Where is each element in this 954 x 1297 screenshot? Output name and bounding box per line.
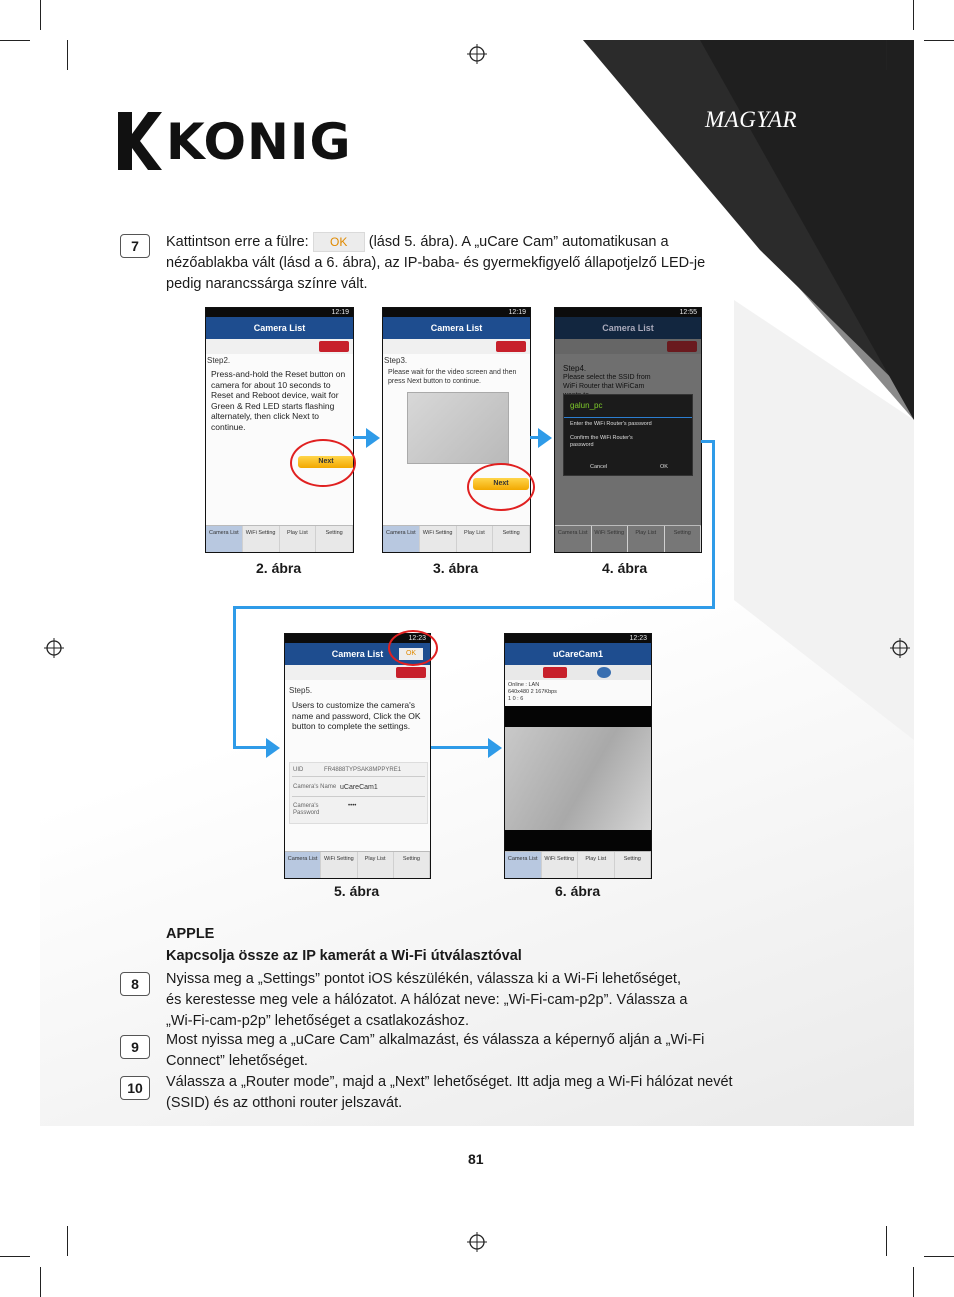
app-title-bar: Camera List xyxy=(555,317,701,339)
figure-caption: 3. ábra xyxy=(433,560,479,576)
speaker-icon xyxy=(597,667,611,678)
step-number: 10 xyxy=(120,1076,150,1100)
dialog-password-hint: Enter the WiFi Router's password xyxy=(570,421,652,427)
status-time: 12:19 xyxy=(508,309,526,316)
nav-wifi-setting: WiFi Setting xyxy=(321,852,357,878)
field-divider xyxy=(292,776,425,777)
step-label: Step2. xyxy=(207,356,231,365)
connector-line xyxy=(233,746,269,749)
next-button: Next xyxy=(473,478,529,490)
screen-content xyxy=(555,354,701,526)
video-bottom-black xyxy=(505,830,651,852)
step9-line1: Most nyissa meg a „uCare Cam” alkalmazást, és válassza a képernyő alján a „Wi-Fi xyxy=(166,1032,705,1048)
highlight-ring xyxy=(388,630,438,666)
konig-logo-mark-icon xyxy=(118,112,162,170)
status-time: 12:55 xyxy=(679,309,697,316)
crop-mark xyxy=(924,1256,954,1257)
status-time: 12:19 xyxy=(331,309,349,316)
registration-mark-icon xyxy=(467,1232,487,1252)
screenshot-fig3 xyxy=(382,307,531,553)
registration-mark-icon xyxy=(44,638,64,658)
info-button xyxy=(667,341,697,352)
camera-name-label: Camera's Name xyxy=(293,784,337,790)
step9-line2: Connect” lehetőséget. xyxy=(166,1053,308,1069)
nav-play-list: Play List xyxy=(578,852,615,878)
instruction-text: Press-and-hold the Reset button on camera for about 10 seconds to Reset and Reboot device, wait for Green & Red LED starts flashing alternately, then click Next to continue. xyxy=(211,369,346,432)
status-line-2: 640x480 2 167Kbps xyxy=(508,689,557,695)
app-title-bar: uCareCam1 xyxy=(505,643,651,665)
bottom-nav xyxy=(383,525,530,552)
info-button xyxy=(319,341,349,352)
connector-arrow-icon xyxy=(266,738,280,758)
step10-line2: (SSID) és az otthoni router jelszavát. xyxy=(166,1095,403,1111)
uid-value: FR4888TYPSAK8MPPYRE1 xyxy=(324,767,402,773)
step-number: 8 xyxy=(120,972,150,996)
nav-play-list: Play List xyxy=(628,526,665,552)
connector-arrow-icon xyxy=(488,738,502,758)
video-preview xyxy=(407,392,509,464)
nav-camera-list: Camera List xyxy=(206,526,243,552)
step8-line3: „Wi-Fi-cam-p2p” lehetőséget a csatlakozáshoz. xyxy=(166,1013,470,1029)
action-strip xyxy=(505,665,651,680)
page-number: 81 xyxy=(468,1151,484,1167)
action-strip xyxy=(555,339,701,355)
bottom-nav xyxy=(206,525,353,552)
brand-wordmark: KONIG xyxy=(166,113,352,171)
crop-mark xyxy=(40,0,41,30)
crop-mark xyxy=(924,40,954,41)
camera-password-label: Camera's Password xyxy=(293,803,320,816)
nav-wifi-setting: WiFi Setting xyxy=(542,852,579,878)
info-button xyxy=(496,341,526,352)
instruction-text: Please select the SSID from WiFi Router that WiFiCam xyxy=(563,374,651,390)
figure-caption: 5. ábra xyxy=(334,883,380,899)
nav-wifi-setting: WiFi Setting xyxy=(420,526,457,552)
dialog-confirm-hint: Confirm the WiFi Router's password xyxy=(570,435,633,448)
nav-setting: Setting xyxy=(394,852,430,878)
step9-text xyxy=(166,1030,786,1072)
figure-caption: 6. ábra xyxy=(555,883,601,899)
info-button xyxy=(396,667,426,678)
instruction-text: Please wait for the video screen and then press Next button to continue. xyxy=(388,369,517,385)
nav-setting: Setting xyxy=(665,526,702,552)
ok-chip: OK xyxy=(313,232,365,252)
dialog-ok-button: OK xyxy=(660,464,668,470)
language-label: MAGYAR xyxy=(705,107,798,132)
status-bar xyxy=(505,634,651,643)
crop-mark xyxy=(886,40,887,70)
registration-mark-icon xyxy=(890,638,910,658)
bottom-nav xyxy=(285,851,430,878)
instruction-text: Users to customize the camera's name and password, Click the OK button to complete the settings. xyxy=(292,700,421,731)
app-title-bar: Camera List xyxy=(285,643,430,665)
step8-text xyxy=(166,969,786,1032)
connector-line xyxy=(233,606,236,749)
dialog-cancel-button: Cancel xyxy=(590,464,608,470)
camera-name-value: uCareCam1 xyxy=(340,784,378,791)
step7-line2: nézőablakba vált (lásd a 6. ábra), az IP-baba- és gyermekfigyelő állapotjelző LED-je xyxy=(166,255,706,271)
screenshot-fig2 xyxy=(205,307,354,553)
step7-text-after: (lásd 5. ábra). A „uCare Cam” automatikusan a xyxy=(368,234,669,250)
step-label: Step3. xyxy=(384,356,408,365)
uid-label: UID xyxy=(293,767,304,773)
screenshot-fig4 xyxy=(554,307,702,553)
nav-camera-list: Camera List xyxy=(505,852,542,878)
status-bar xyxy=(383,308,530,317)
status-bar xyxy=(555,308,701,317)
figure-caption: 4. ábra xyxy=(602,560,648,576)
screenshot-fig5 xyxy=(284,633,431,879)
stream-status xyxy=(505,680,651,706)
nav-setting: Setting xyxy=(493,526,530,552)
bottom-nav xyxy=(505,851,651,878)
step7-text-before: Kattintson erre a fülre: xyxy=(166,234,309,250)
crop-mark xyxy=(0,40,30,41)
crop-mark xyxy=(0,1256,30,1257)
nav-camera-list: Camera List xyxy=(383,526,420,552)
field-divider xyxy=(292,796,425,797)
camera-password-value: •••• xyxy=(348,803,357,809)
registration-mark-icon xyxy=(467,44,487,64)
screen-content xyxy=(285,680,430,852)
step10-line1: Válassza a „Router mode”, majd a „Next” lehetőséget. Itt adja meg a Wi-Fi hálózat nevét xyxy=(166,1074,733,1090)
crop-mark xyxy=(886,1226,887,1256)
step8-line1: Nyissa meg a „Settings” pontot iOS készülékén, válassza ki a Wi-Fi lehetőséget, xyxy=(166,971,681,987)
dialog-divider xyxy=(564,417,692,418)
step7-text xyxy=(166,232,766,295)
step-number: 7 xyxy=(120,234,150,258)
title-ok-button: OK xyxy=(399,648,423,660)
settings-panel xyxy=(289,762,428,824)
live-video xyxy=(505,727,651,830)
wifi-password-dialog xyxy=(563,394,693,476)
connector-arrow-icon xyxy=(538,428,552,448)
action-strip xyxy=(285,665,430,681)
video-top-black xyxy=(505,706,651,727)
crop-mark xyxy=(913,0,914,30)
nav-setting: Setting xyxy=(316,526,353,552)
nav-camera-list: Camera List xyxy=(285,852,321,878)
step-number: 9 xyxy=(120,1035,150,1059)
section-subheading: Kapcsolja össze az IP kamerát a Wi-Fi útválasztóval xyxy=(166,948,522,964)
action-strip xyxy=(383,339,530,355)
status-line-3: 1 0 : 6 xyxy=(508,696,524,702)
next-button: Next xyxy=(298,456,354,468)
crop-mark xyxy=(67,1226,68,1256)
nav-play-list: Play List xyxy=(457,526,494,552)
snapshot-button xyxy=(543,667,567,678)
highlight-ring xyxy=(467,463,535,511)
app-title-bar: Camera List xyxy=(383,317,530,339)
connector-arrow-icon xyxy=(366,428,380,448)
crop-mark xyxy=(913,1267,914,1297)
nav-camera-list: Camera List xyxy=(555,526,592,552)
crop-mark xyxy=(40,1267,41,1297)
nav-wifi-setting: WiFi Setting xyxy=(592,526,629,552)
nav-play-list: Play List xyxy=(358,852,394,878)
step7-line3: pedig narancssárga színre vált. xyxy=(166,276,368,292)
crop-mark xyxy=(67,40,68,70)
status-time: 12:23 xyxy=(629,635,647,642)
nav-play-list: Play List xyxy=(280,526,317,552)
nav-setting: Setting xyxy=(615,852,652,878)
dialog-title: galun_pc xyxy=(570,401,603,410)
connector-line xyxy=(233,606,715,609)
status-time: 12:23 xyxy=(408,635,426,642)
nav-wifi-setting: WiFi Setting xyxy=(243,526,280,552)
status-bar xyxy=(206,308,353,317)
bottom-nav xyxy=(555,525,701,552)
step8-line2: és kerestesse meg vele a hálózatot. A hálózat neve: „Wi-Fi-cam-p2p”. Válassza a xyxy=(166,992,688,1008)
connector-line xyxy=(712,440,715,609)
action-strip xyxy=(206,339,353,355)
highlight-ring xyxy=(290,439,356,487)
connector-line xyxy=(431,746,491,749)
step-label: Step4. xyxy=(563,364,587,373)
status-line-1: Online : LAN xyxy=(508,682,540,688)
app-title-bar: Camera List xyxy=(206,317,353,339)
step10-text xyxy=(166,1072,806,1114)
figure-caption: 2. ábra xyxy=(256,560,302,576)
section-heading: APPLE xyxy=(166,926,215,942)
screenshot-fig6 xyxy=(504,633,652,879)
step-label: Step5. xyxy=(289,686,313,695)
